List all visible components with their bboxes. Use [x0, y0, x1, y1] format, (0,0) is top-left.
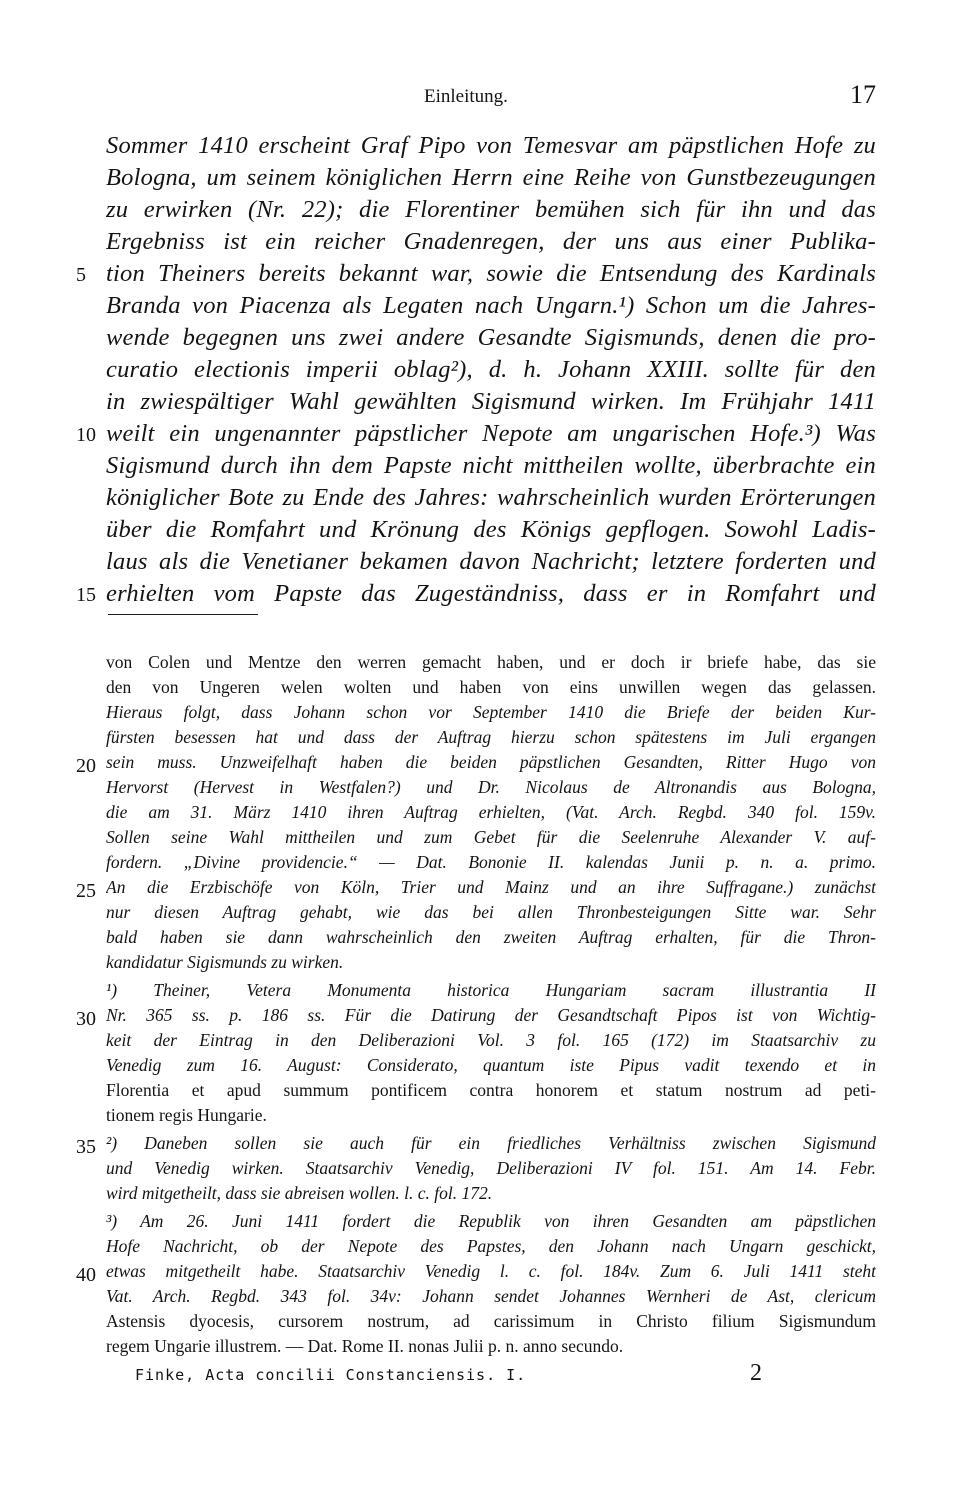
- footnote-line: tionem regis Hungarie.: [106, 1105, 267, 1125]
- main-line: Branda von Piacenza als Legaten nach Ungarn.¹) Schon um die Jahres-: [106, 292, 876, 319]
- sheet-number: 2: [750, 1360, 762, 1386]
- footnote-line: wird mitgetheilt, dass sie abreisen wollen. l. c. fol. 172.: [106, 1183, 493, 1203]
- footnote-line: Florentia et apud summum pontificem contra honorem et statum nostrum ad peti-: [106, 1080, 876, 1100]
- footnote-line: Hervorst (Hervest in Westfalen?) und Dr. Nicolaus de Altronandis aus Bologna,: [106, 777, 876, 797]
- line-number: 5: [76, 264, 86, 286]
- footnote-line: Nr. 365 ss. p. 186 ss. Für die Datirung der Gesandtschaft Pipos ist von Wichtig-: [106, 1005, 876, 1025]
- footnote-line: sein muss. Unzweifelhaft haben die beiden päpstlichen Gesandten, Ritter Hugo von: [106, 752, 876, 772]
- main-line: königlicher Bote zu Ende des Jahres: wahrscheinlich wurden Erörterungen: [106, 484, 876, 511]
- main-line: Sommer 1410 erscheint Graf Pipo von Temesvar am päpstlichen Hofe zu: [106, 132, 876, 159]
- line-number: 25: [76, 880, 96, 902]
- footnote-line: nur diesen Auftrag gehabt, wie das bei allen Thronbesteigungen Sitte war. Sehr: [106, 902, 876, 922]
- footnote-line: die am 31. März 1410 ihren Auftrag erhielten, (Vat. Arch. Regbd. 340 fol. 159v.: [106, 802, 876, 822]
- footnote-separator: [108, 614, 258, 615]
- footnote-line: kandidatur Sigismunds zu wirken.: [106, 952, 344, 972]
- footnote-line: fordern. „Divine providencie.“ — Dat. Bononie II. kalendas Junii p. n. a. primo.: [106, 852, 876, 872]
- main-line: tion Theiners bereits bekannt war, sowie die Entsendung des Kardinals: [106, 260, 876, 287]
- footnote-line: ³) Am 26. Juni 1411 fordert die Republik von ihren Gesandten am päpstlichen: [106, 1211, 876, 1231]
- footnote-line: Vat. Arch. Regbd. 343 fol. 34v: Johann sendet Johannes Wernheri de Ast, clericum: [106, 1286, 876, 1306]
- footnote-line: An die Erzbischöfe von Köln, Trier und Mainz und an ihre Suffragane.) zunächst: [106, 877, 876, 897]
- main-line: curatio electionis imperii oblag²), d. h. Johann XXIII. sollte für den: [106, 356, 876, 383]
- footnote-line: ¹) Theiner, Vetera Monumenta historica Hungariam sacram illustrantia II: [106, 980, 876, 1000]
- footnote-line: ²) Daneben sollen sie auch für ein friedliches Verhältniss zwischen Sigismund: [106, 1133, 876, 1153]
- header-title: Einleitung.: [424, 86, 508, 107]
- footnote-line: und Venedig wirken. Staatsarchiv Venedig, Deliberazioni IV fol. 151. Am 14. Febr.: [106, 1158, 876, 1178]
- line-number: 20: [76, 755, 96, 777]
- footnote-line: Astensis dyocesis, cursorem nostrum, ad carissimum in Christo filium Sigismundum: [106, 1311, 876, 1331]
- line-number: 15: [76, 584, 96, 606]
- main-line: in zwiespältiger Wahl gewählten Sigismund wirken. Im Frühjahr 1411: [106, 388, 876, 415]
- line-number: 35: [76, 1136, 96, 1158]
- main-line: zu erwirken (Nr. 22); die Florentiner bemühen sich für ihn und das: [106, 196, 876, 223]
- footnote-line: Venedig zum 16. August: Considerato, quantum iste Pipus vadit texendo et in: [106, 1055, 876, 1075]
- main-line: über die Romfahrt und Krönung des Königs gepflogen. Sowohl Ladis-: [106, 516, 876, 543]
- footnote-line: Sollen seine Wahl mittheilen und zum Gebet für die Seelenruhe Alexander V. auf-: [106, 827, 876, 847]
- main-line: Bologna, um seinem königlichen Herrn eine Reihe von Gunstbezeugungen: [106, 164, 876, 191]
- line-number: 40: [76, 1264, 96, 1286]
- footnote-line: den von Ungeren welen wolten und haben von eins unwillen wegen das gelassen.: [106, 677, 876, 697]
- footnote-line: Hieraus folgt, dass Johann schon vor September 1410 die Briefe der beiden Kur-: [106, 702, 876, 722]
- main-line: erhielten vom Papste das Zugeständniss, dass er in Romfahrt und: [106, 580, 876, 607]
- footnote-line: keit der Eintrag in den Deliberazioni Vol. 3 fol. 165 (172) im Staatsarchiv zu: [106, 1030, 876, 1050]
- line-number: 30: [76, 1008, 96, 1030]
- footnote-line: etwas mitgetheilt habe. Staatsarchiv Venedig l. c. fol. 184v. Zum 6. Juli 1411 steht: [106, 1261, 876, 1281]
- main-line: weilt ein ungenannter päpstlicher Nepote am ungarischen Hofe.³) Was: [106, 420, 876, 447]
- main-line: Ergebniss ist ein reicher Gnadenregen, der uns aus einer Publika-: [106, 228, 876, 255]
- footnote-line: bald haben sie dann wahrscheinlich den zweiten Auftrag erhalten, für die Thron-: [106, 927, 876, 947]
- footnote-line: Hofe Nachricht, ob der Nepote des Papstes, den Johann nach Ungarn geschickt,: [106, 1236, 876, 1256]
- main-line: Sigismund durch ihn dem Papste nicht mittheilen wollte, überbrachte ein: [106, 452, 876, 479]
- main-line: laus als die Venetianer bekamen davon Nachricht; letztere forderten und: [106, 548, 876, 575]
- running-header: [106, 80, 876, 116]
- footnote-line: regem Ungarie illustrem. — Dat. Rome II. nonas Julii p. n. anno secundo.: [106, 1336, 624, 1356]
- page-number: 17: [850, 80, 876, 109]
- printer-signature: Finke, Acta concilii Constanciensis. I.: [135, 1366, 527, 1384]
- line-number: 10: [76, 424, 96, 446]
- footnote-line: von Colen und Mentze den werren gemacht haben, und er doch ir briefe habe, das sie: [106, 652, 876, 672]
- footnote-line: fürsten besessen hat und dass der Auftrag hierzu schon spätestens im Juli ergangen: [106, 727, 876, 747]
- main-line: wende begegnen uns zwei andere Gesandte Sigismunds, denen die pro-: [106, 324, 876, 351]
